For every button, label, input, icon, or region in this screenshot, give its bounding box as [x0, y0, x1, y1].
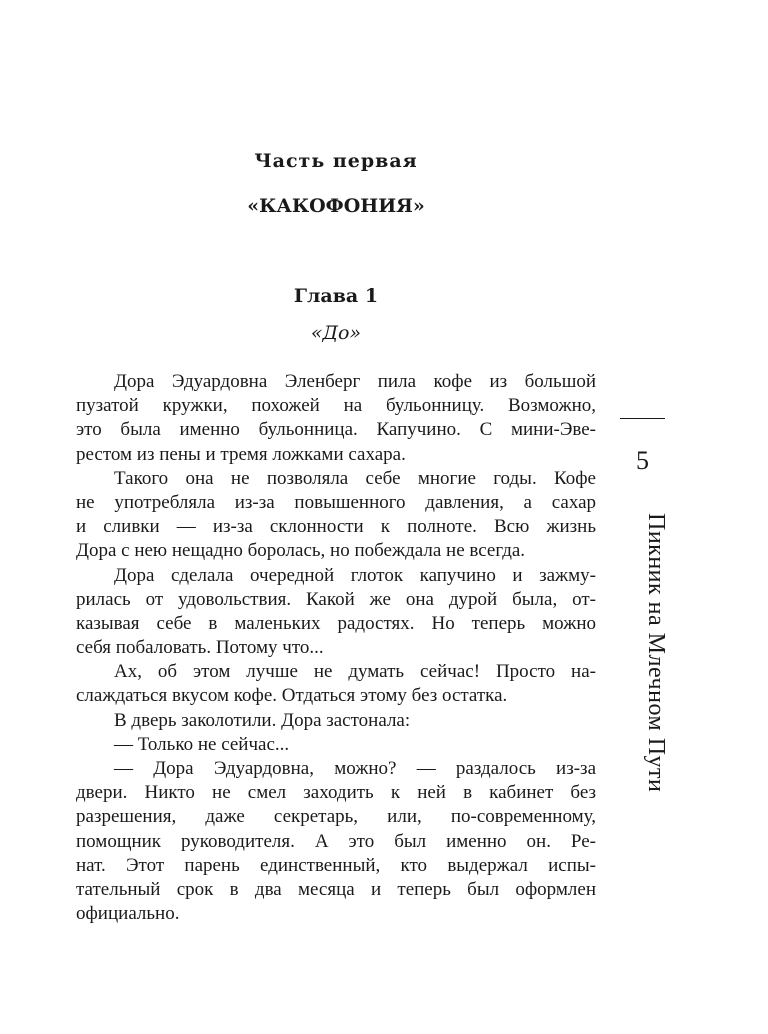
page-number: 5 — [636, 446, 649, 475]
text-line: Дора с нею нещадно боролась, но побеждала не всегда. — [76, 540, 526, 562]
text-line: нат. Этот парень единственный, кто выдержал испы- — [76, 854, 596, 876]
part-title: Часть первая — [254, 150, 418, 172]
text-line: — Только не сейчас... — [114, 733, 290, 755]
text-line: рилась от удовольствия. Какой же она дурой была, от- — [76, 588, 596, 610]
text-line: слаждаться вкусом кофе. Отдаться этому без остатка. — [76, 685, 508, 707]
text-line: помощник руководителя. А это был именно он. Ре- — [76, 830, 596, 852]
body-text — [76, 370, 596, 926]
text-line: Дора Эдуардовна Эленберг пила кофе из большой — [114, 371, 596, 392]
text-line: Такого она не позволяла себе многие годы. Кофе — [114, 467, 596, 489]
chapter-title: Глава 1 — [293, 285, 379, 307]
text-line: пузатой кружки, похожей на бульонницу. Возможно, — [76, 395, 596, 417]
text-line: казывая себе в маленьких радостях. Но теперь можно — [76, 612, 596, 634]
text-line: официально. — [76, 903, 180, 925]
text-line: себя побаловать. Потому что... — [76, 637, 324, 659]
text-line: Дора сделала очередной глоток капучино и зажму- — [114, 564, 596, 586]
text-line: разрешения, даже секретарь, или, по-современному, — [76, 806, 596, 828]
text-line: тательный срок в два месяца и теперь был оформлен — [76, 878, 596, 900]
text-line: Ах, об этом лучше не думать сейчас! Просто на- — [114, 661, 596, 683]
text-line: рестом из пены и тремя ложками сахара. — [76, 443, 406, 465]
chapter-subtitle: «До» — [310, 322, 362, 344]
text-line: и сливки — из-за склонности к полноте. Всю жизнь — [76, 516, 596, 538]
text-line: это была именно бульонница. Капучино. С мини-Эве- — [76, 419, 596, 441]
text-line: двери. Никто не смел заходить к ней в кабинет без — [76, 782, 596, 804]
text-line: — Дора Эдуардовна, можно? — раздалось из-за — [114, 758, 596, 779]
running-title: Пикник на Млечном Пути — [643, 513, 669, 793]
text-line: В дверь заколотили. Дора застонала: — [114, 709, 411, 731]
margin-rule — [620, 418, 665, 419]
text-line: не употребляла из-за повышенного давления, а сахар — [76, 491, 596, 513]
part-subtitle: «КАКОФОНИЯ» — [247, 195, 425, 217]
